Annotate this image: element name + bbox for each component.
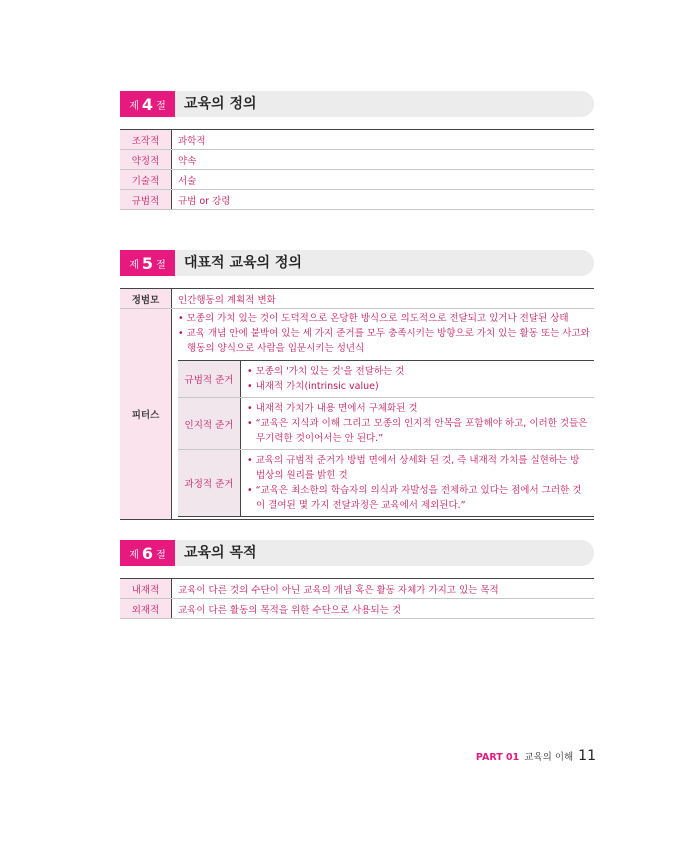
section-prefix: 제 <box>129 100 139 112</box>
criteria-row <box>178 361 594 398</box>
section-6-table <box>120 578 594 619</box>
row-value: 약속 <box>172 150 595 170</box>
section-4-header <box>120 91 594 117</box>
row-key: 정범모 <box>120 289 172 309</box>
table-row <box>120 150 594 170</box>
row-key: 내재적 <box>120 579 172 599</box>
section-suffix: 절 <box>156 259 166 271</box>
criteria-bullet: • 모종의 '가치 있는 것'을 전달하는 것 <box>247 366 405 377</box>
section-suffix: 절 <box>156 100 166 112</box>
criteria-bullet: • 교육의 규범적 준거가 방법 면에서 상세화 된 것, 즉 내재적 가치를 실현하는 방법상의 원리를 밝힌 것 <box>247 455 580 481</box>
page-number: 11 <box>578 748 596 764</box>
row-key: 약정적 <box>120 150 172 170</box>
peters-bullet: • 모종의 가치 있는 것이 도덕적으로 온당한 방식으로 의도적으로 전달되고 있거나 전달된 상태 <box>178 313 569 324</box>
row-value: 인간행동의 계획적 변화 <box>172 289 595 309</box>
table-row <box>120 289 594 309</box>
row-value: 서술 <box>172 170 595 190</box>
row-value: 과학적 <box>172 130 595 150</box>
section-4-table <box>120 129 594 210</box>
section-5-title: 대표적 교육의 정의 <box>184 255 302 271</box>
peters-cell <box>172 309 595 520</box>
row-value: 규범 or 강령 <box>172 190 595 210</box>
table-row <box>120 309 594 520</box>
criteria-row <box>178 398 594 450</box>
row-key: 외재적 <box>120 599 172 619</box>
criteria-name: 과정적 준거 <box>178 450 241 517</box>
criteria-bullet: • “교육은 지식과 이해 그리고 모종의 인지적 안목을 포함해야 하고, 이러한 것들은 무기력한 것이어서는 안 된다.” <box>247 418 588 444</box>
table-row <box>120 190 594 210</box>
section-4-badge <box>120 91 175 117</box>
section-5-badge <box>120 250 175 276</box>
row-value: 교육이 다른 것의 수단이 아닌 교육의 개념 혹은 활동 자체가 가지고 있는 목적 <box>172 579 595 599</box>
criteria-bullet: • 내재적 가치가 내용 면에서 구체화된 것 <box>247 403 418 414</box>
section-number: 4 <box>141 94 154 114</box>
peters-bullet: • 교육 개념 안에 붙박여 있는 세 가지 준거를 모두 충족시키는 방향으로 가치 있는 활동 또는 사고와 행동의 양식으로 사람을 입문시키는 성년식 <box>178 328 590 354</box>
section-6-badge <box>120 540 175 566</box>
criteria-detail <box>241 450 595 517</box>
section-prefix: 제 <box>129 549 139 561</box>
table-row <box>120 130 594 150</box>
row-key: 조작적 <box>120 130 172 150</box>
section-5-header <box>120 250 594 276</box>
row-key: 규범적 <box>120 190 172 210</box>
criteria-detail <box>241 361 595 398</box>
section-6-title: 교육의 목적 <box>184 545 257 561</box>
page-footer <box>476 748 596 764</box>
criteria-detail <box>241 398 595 450</box>
table-row <box>120 599 594 619</box>
section-6-header <box>120 540 594 566</box>
part-label: PART 01 <box>475 752 520 763</box>
row-key: 기술적 <box>120 170 172 190</box>
section-4-title: 교육의 정의 <box>184 96 257 112</box>
table-row <box>120 579 594 599</box>
section-prefix: 제 <box>129 259 139 271</box>
criteria-name: 규범적 준거 <box>178 361 241 398</box>
row-key: 피터스 <box>120 309 172 520</box>
subject-label: 교육의 이해 <box>524 752 574 763</box>
criteria-name: 인지적 준거 <box>178 398 241 450</box>
section-5-table <box>120 288 594 520</box>
table-row <box>120 170 594 190</box>
criteria-bullet: • “교육은 최소한의 학습자의 의식과 자발성을 전제하고 있다는 점에서 그러한 것이 결여된 몇 가지 전달과정은 교육에서 제외된다.” <box>247 485 582 511</box>
row-value: 교육이 다른 활동의 목적을 위한 수단으로 사용되는 것 <box>172 599 595 619</box>
section-suffix: 절 <box>156 549 166 561</box>
section-number: 6 <box>141 543 154 563</box>
criteria-row <box>178 450 594 517</box>
criteria-bullet: • 내재적 가치(intrinsic value) <box>247 381 379 392</box>
criteria-table <box>178 360 594 517</box>
section-number: 5 <box>141 253 154 273</box>
